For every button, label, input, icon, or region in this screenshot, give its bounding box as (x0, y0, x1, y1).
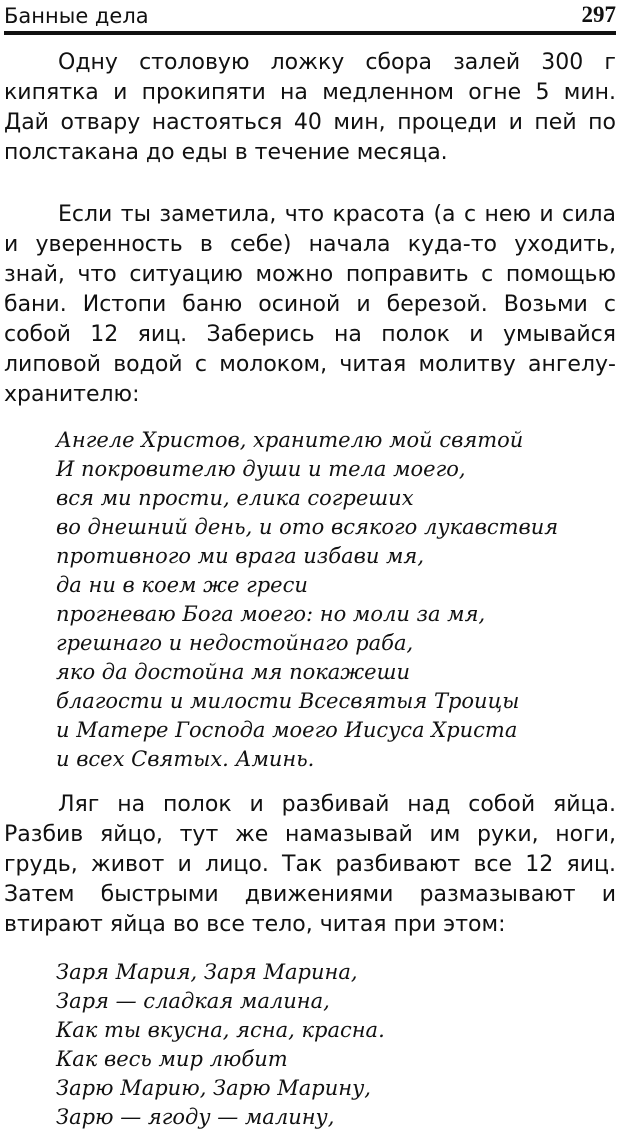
verse-line: Заря — сладкая малина, (56, 989, 330, 1013)
page-number: 297 (581, 2, 616, 27)
running-title: Банные дела (4, 4, 149, 28)
verse-line: Как ты вкусна, ясна, красна. (56, 1018, 385, 1042)
verse-line: прогневаю Бога моего: но моли за мя, (56, 602, 486, 626)
verse-line: благости и милости Всесвятыя Троицы (56, 689, 520, 713)
verse-line: вся ми прости, елика согреших (56, 486, 414, 510)
charm-verse (56, 958, 616, 1132)
verse-line: Ангеле Христов, хранителю мой святой (56, 428, 524, 452)
paragraph-decoction: Одну столовую ложку сбора залей 300 г кипятка и прокипяти на медленном огне 5 мин. Дай отвару настояться 40 мин, процеди и пей по полстакана до еды в течение месяца. (4, 50, 616, 165)
verse-line: яко да достойна мя покажеши (56, 660, 411, 684)
verse-line: Зарю Марию, Зарю Марину, (56, 1076, 371, 1100)
verse-line: во днешний день, и ото всякого лукавствия (56, 515, 559, 539)
page-body (4, 48, 616, 1148)
verse-line: грешнаго и недостойнаго раба, (56, 631, 414, 655)
verse-line: противного ми врага избави мя, (56, 544, 425, 568)
verse-line: Заря Мария, Заря Марина, (56, 960, 358, 984)
prayer-verse (56, 426, 616, 774)
verse-line: и всех Святых. Аминь. (56, 747, 315, 771)
verse-line: да ни в коем же греси (56, 573, 308, 597)
paragraph-eggs: Ляг на полок и разбивай над собой яйца. Разбив яйцо, тут же намазывай им руки, ноги, грудь, живот и лицо. Так разбивают все 12 яиц. Затем быстрыми движениями размазывают и втирают яйца во все тело, читая при этом: (4, 792, 616, 937)
paragraph-bath-ritual: Если ты заметила, что красота (а с нею и сила и уверенность в себе) начала куда-то уходить, знай, что ситуацию можно поправить с помощью бани. Истопи баню осиной и березой. Возьми с собой 12 яиц. Заберись на полок и умывайся липовой водой с молоком, читая молитву ангелу-хранителю: (4, 202, 616, 407)
page-header (4, 0, 616, 30)
verse-line: Зарю — ягоду — малину, (56, 1105, 335, 1129)
header-rule (4, 31, 616, 35)
verse-line: и Матере Господа моего Иисуса Христа (56, 718, 518, 742)
verse-line: Как весь мир любит (56, 1047, 288, 1071)
verse-line: И покровителю души и тела моего, (56, 457, 466, 481)
